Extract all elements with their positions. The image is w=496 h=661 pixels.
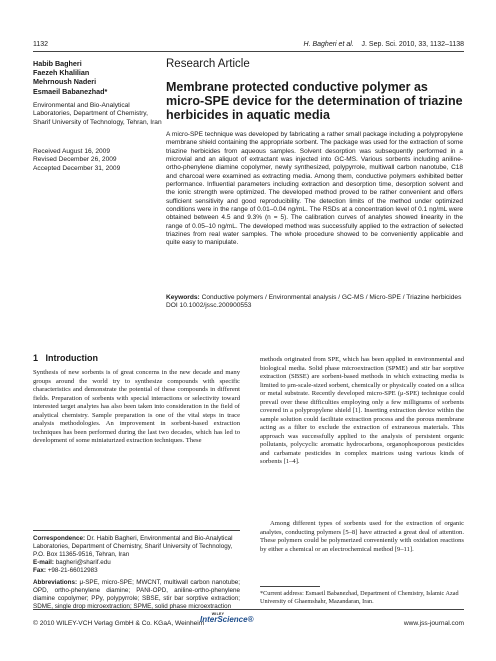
abbreviations-label: Abbreviations:	[33, 579, 78, 586]
footnote-rule	[260, 586, 320, 587]
affiliation: Environmental and Bio-Analytical Laboratories, Department of Chemistry, Sharif University of Technology, Tehran, Iran	[33, 102, 162, 126]
email-label: E-mail:	[33, 559, 54, 567]
correspondence-address: Dr. Habib Bagheri, Environmental and Bio-Analytical Laboratories, Department of Chemistry, Sharif University of Technology, P.O. Box 11365-9516, Tehran, Iran	[33, 535, 233, 559]
publisher-logo-top: WILEY	[211, 612, 225, 616]
author-list	[33, 59, 163, 96]
intro-paragraph-2: Among different types of sorbents used for the extraction of organic analytes, conducting polymers [5–8] have attracted a great deal of attention. These polymers could be polymerized conveniently with oxidation reactions by either a chemical or an electrochemical method [9–11].	[260, 520, 464, 553]
keywords: Conductive polymers / Environmental analysis / GC-MS / Micro-SPE / Triazine herbicides	[201, 294, 462, 301]
author: Habib Bagheri	[33, 59, 82, 68]
abbreviations-block	[33, 579, 240, 611]
email-link[interactable]: bagheri@sharif.edu	[55, 559, 111, 567]
abbreviations-list: μ-SPE, micro-SPE; MWCNT, multiwall carbon nanotube; OPD, ortho-phenylene diamine; PANI-OPD, aniline-ortho-phenylene diamine copolymer; PPy, polypyrrole; SBSE, stir bar sorptive extraction; SDME, single drop microextraction; SPME, solid phase microextraction	[33, 579, 241, 611]
publisher-logo-main: InterScience®	[200, 615, 254, 624]
intro-column-right: methods originated from SPE, which has been applied in environmental and biological media. Solid phase microextraction (SPME) and stir bar sorptive extraction (SBSE) are sorbent-based methods in which extracting media is limited to μm-scale-sized sorbent, chemically or physically coated on a silica or metal substrate. Recently developed micro-SPE (μ-SPE) technique could prevail over these difficulties employing only a few milligrams of sorbents covered in a polypropylene shield [1]. Inserting extraction device within the sample solution could facilitate extraction process and the porous membrane acting as a filter to exclude the extraction of extraneous materials. This approach was successfully applied to the analysis of persistent organic pollutants, polycyclic aromatic hydrocarbons, organophosporous pesticides and carbamate pesticides in complex matrices using various kinds of sorbents [1–4].	[260, 356, 464, 466]
abstract: A micro-SPE technique was developed by fabricating a rather small package including a polypropylene membrane shield containing the appropriate sorbent. The package was used for the extraction of some triazine herbicides from aqueous samples. Solvent desorption was subsequently performed in a microvial and an aliquot of extractant was injected into GC-MS. Various sorbents including aniline-ortho-phenylene diamine copolymer, newly synthesized, polypyrrole, multiwall carbon nanotube, C18 and charcoal were examined as extracting media. Among them, conductive polymers exhibited better performance. Influential parameters including extraction and desorption time, desorption solvent and the ionic strength were optimized. The developed method proved to be rather convenient and offers sufficient sensitivity and good reproducibility. The detection limits of the method under optimized conditions were in the range of 0.01–0.04 ng/mL. The RSDs at a concentration level of 0.1 ng/mL were obtained between 4.5 and 9.3% (n = 5). The calibration curves of analytes showed linearity in the range of 0.05–10 ng/mL. The developed method was successfully applied to the extraction of selected triazines from real water samples. The whole procedure showed to be conveniently applicable and quite easy to manipulate.	[166, 131, 463, 247]
running-header	[304, 41, 464, 48]
footer-rule	[33, 609, 464, 610]
intro-column-left: Synthesis of new sorbents is of great concerns in the new decade and many groups around the world try to synthesize compounds with specific characteristics and demonstrate the potential of these compounds in different fields. Preparation of sorbents with special interactions or selectivity toward interested target analytes has also been taken into consideration in the field of analytical chemistry. Sample preparation is one of the vital steps in trace analysis methodologies. An improvement in sorbent-based extraction techniques has been performed during the last two decades, which has led to development of some miniaturized extraction techniques. These	[33, 369, 240, 445]
author: Mehrnoush Naderi	[33, 77, 97, 87]
footnote: *Current address: Esmaeil Babanezhad, Department of Chemistry, Islamic Azad University of Ghaemshahr, Mazandaran, Iran.	[260, 590, 459, 605]
journal-url[interactable]: www.jss-journal.com	[403, 620, 464, 627]
author: Faezeh Khalilian	[33, 68, 90, 78]
article-type: Research Article	[166, 58, 250, 70]
copyright: © 2010 WILEY-VCH Verlag GmbH & Co. KGaA, Weinheim	[33, 620, 205, 627]
author: Esmaeil Babanezhad*	[33, 86, 108, 96]
keywords-label: Keywords:	[166, 294, 200, 301]
article-dates	[33, 148, 163, 173]
header-rule	[33, 51, 464, 52]
correspondence-label: Correspondence:	[33, 535, 86, 542]
page-number: 1132	[33, 41, 49, 48]
journal-reference: J. Sep. Sci. 2010, 33, 1132–1138	[361, 41, 464, 48]
keywords-block	[166, 294, 463, 311]
fax-label: Fax:	[33, 567, 46, 575]
running-header-authors: H. Bagheri et al.	[303, 41, 354, 48]
doi-link[interactable]: DOI 10.1002/jssc.200900553	[166, 302, 252, 310]
revised-date: Revised December 26, 2009	[33, 156, 117, 164]
publisher-logo	[200, 612, 270, 628]
accepted-date: Accepted December 31, 2009	[33, 164, 121, 172]
section-heading: 1 Introduction	[33, 353, 98, 363]
article-title: Membrane protected conductive polymer as micro-SPE device for the determination of triazine herbicides in aquatic media	[166, 80, 463, 123]
correspondence-block	[33, 535, 240, 575]
fax-number: +98-21-66012983	[47, 567, 98, 575]
correspondence-rule	[33, 530, 240, 531]
received-date: Received August 16, 2009	[33, 148, 110, 155]
